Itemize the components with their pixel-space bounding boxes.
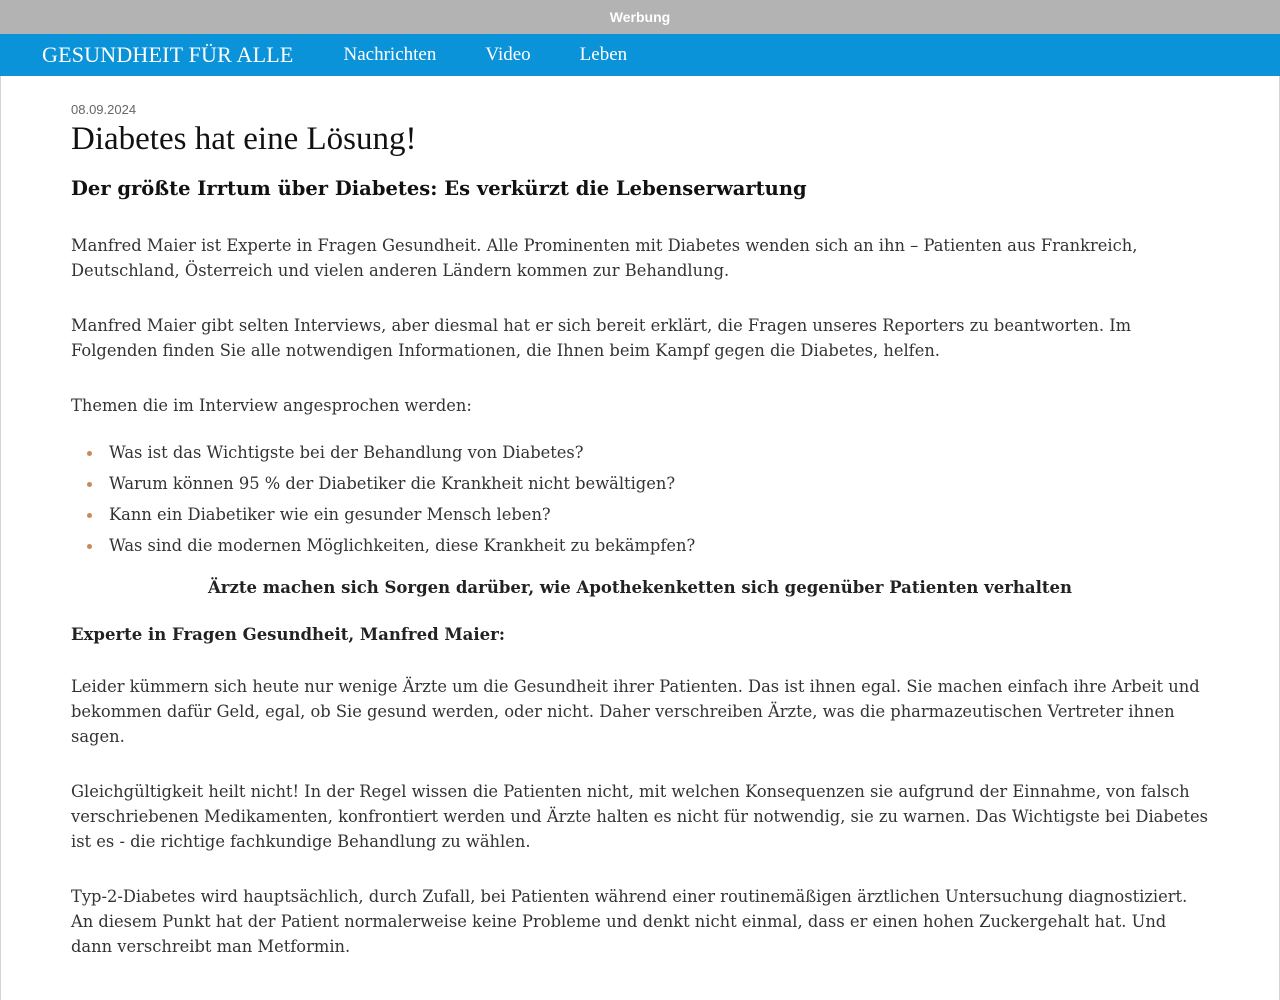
section-heading-centered: Ärzte machen sich Sorgen darüber, wie Apothekenketten sich gegenüber Patienten verhalten bbox=[208, 578, 1072, 598]
paragraph-doctors: Leider kümmern sich heute nur wenige Ärzte um die Gesundheit ihrer Patienten. Das ist ihnen egal. Sie machen einfach ihre Arbeit und bekommen dafür Geld, egal, ob Sie gesund werden, oder nicht. Daher verschreiben Ärzte, was die pharmazeutischen Vertreter ihnen sagen. bbox=[71, 677, 1200, 747]
top-navigation bbox=[0, 34, 1280, 76]
list-item: Warum können 95 % der Diabetiker die Krankheit nicht bewältigen? bbox=[109, 471, 1209, 496]
ad-banner bbox=[0, 0, 1280, 34]
nav-link-video[interactable]: Video bbox=[485, 44, 531, 65]
list-item: Kann ein Diabetiker wie ein gesunder Mensch leben? bbox=[109, 502, 1209, 527]
ad-label: Werbung bbox=[609, 9, 671, 25]
paragraph-intro: Manfred Maier ist Experte in Fragen Gesundheit. Alle Prominenten mit Diabetes wenden sich an ihn – Patienten aus Frankreich, Deutschland, Österreich und vielen anderen Ländern kommen zur Behandlung. bbox=[71, 236, 1138, 281]
paragraph-topics-intro: Themen die im Interview angesprochen werden: bbox=[71, 396, 472, 416]
paragraph-indifference: Gleichgültigkeit heilt nicht! In der Regel wissen die Patienten nicht, mit welchen Konsequenzen sie aufgrund der Einnahme, von falsch verschriebenen Medikamenten, konfrontiert werden und Ärzte halten es nicht für notwendig, sie zu warnen. Das Wichtigste bei Diabetes ist es - die richtige fachkundige Behandlung zu wählen. bbox=[71, 782, 1208, 852]
paragraph-type2: Typ-2-Diabetes wird hauptsächlich, durch Zufall, bei Patienten während einer routinemäßigen ärztlichen Untersuchung diagnostiziert. An diesem Punkt hat der Patient normalerweise keine Probleme und denkt nicht einmal, dass er einen hohen Zuckergehalt hat. Und dann verschreibt man Metformin. bbox=[71, 887, 1188, 957]
section-heading-expert: Experte in Fragen Gesundheit, Manfred Maier: bbox=[71, 625, 505, 645]
nav-link-nachrichten[interactable]: Nachrichten bbox=[343, 44, 437, 65]
list-item: Was ist das Wichtigste bei der Behandlung von Diabetes? bbox=[109, 440, 1209, 465]
nav-link-leben[interactable]: Leben bbox=[579, 44, 628, 65]
article bbox=[1, 76, 1279, 959]
content-area bbox=[0, 76, 1280, 1000]
list-item: Was sind die modernen Möglichkeiten, diese Krankheit zu bekämpfen? bbox=[109, 533, 1209, 558]
article-subtitle: Der größte Irrtum über Diabetes: Es verkürzt die Lebenserwartung bbox=[71, 177, 807, 201]
site-brand-link[interactable]: GESUNDHEIT FÜR ALLE bbox=[42, 42, 294, 67]
paragraph-interview: Manfred Maier gibt selten Interviews, aber diesmal hat er sich bereit erklärt, die Fragen unseres Reporters zu beantworten. Im Folgenden finden Sie alle notwendigen Informationen, die Ihnen beim Kampf gegen die Diabetes, helfen. bbox=[71, 316, 1132, 361]
topics-list bbox=[71, 440, 1209, 558]
article-date: 08.09.2024 bbox=[71, 102, 137, 117]
article-title: Diabetes hat eine Lösung! bbox=[71, 121, 417, 157]
